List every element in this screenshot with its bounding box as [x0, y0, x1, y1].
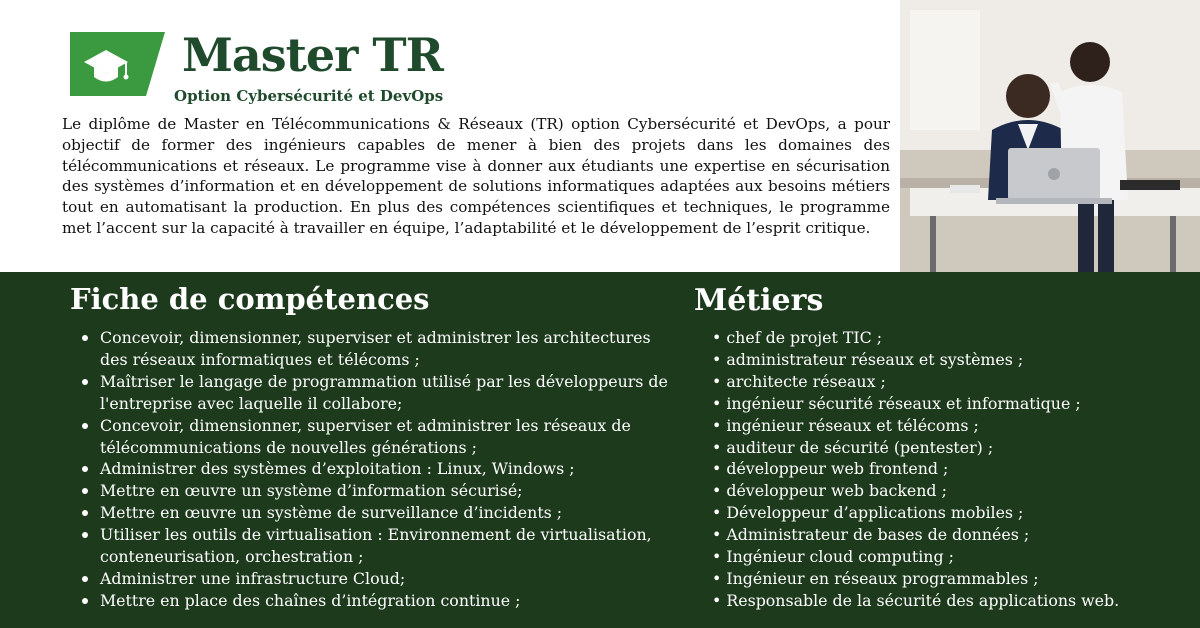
jobs-heading: Métiers: [694, 283, 824, 318]
students-laptop-photo: [900, 0, 1200, 272]
list-item: • architecte réseaux ;: [712, 371, 886, 391]
skills-heading: Fiche de compétences: [70, 282, 430, 316]
list-item: • chef de projet TIC ;: [712, 328, 883, 347]
list-item: • développeur web backend ;: [712, 481, 947, 501]
list-item: Administrer une infrastructure Cloud;: [100, 568, 675, 590]
list-item: • auditeur de sécurité (pentester) ;: [712, 437, 994, 457]
list-item: Mettre en place des chaînes d’intégration continue ;: [100, 590, 675, 612]
list-item: • Développeur d’applications mobiles ;: [712, 503, 1024, 523]
list-item: Utiliser les outils de virtualisation : Environnement de virtualisation, conteneurisation, orchestration ;: [100, 524, 675, 568]
page-subtitle: Option Cybersécurité et DevOps: [174, 87, 444, 105]
list-item: • administrateur réseaux et systèmes ;: [712, 349, 1024, 369]
list-item: Concevoir, dimensionner, superviser et administrer les réseaux de télécommunications de nouvelles générations ;: [100, 415, 675, 459]
list-item: Mettre en œuvre un système d’information sécurisé;: [100, 480, 675, 502]
graduation-cap-icon: [68, 32, 166, 96]
list-item: • développeur web frontend ;: [712, 459, 949, 479]
page-title: Master TR: [182, 28, 443, 82]
jobs-list: [712, 327, 1192, 612]
list-item: • Administrateur de bases de données ;: [712, 525, 1030, 545]
list-item: Concevoir, dimensionner, superviser et administrer les architectures des réseaux informatiques et télécoms ;: [100, 327, 675, 371]
list-item: Administrer des systèmes d’exploitation : Linux, Windows ;: [100, 458, 675, 480]
header-section: [0, 0, 1200, 272]
list-item: • Responsable de la sécurité des applications web.: [712, 590, 1120, 610]
list-item: Mettre en œuvre un système de surveillance d’incidents ;: [100, 502, 675, 524]
list-item: • ingénieur réseaux et télécoms ;: [712, 415, 979, 435]
list-item: • Ingénieur cloud computing ;: [712, 547, 954, 567]
list-item: • ingénieur sécurité réseaux et informatique ;: [712, 393, 1081, 413]
details-panel: [0, 272, 1200, 628]
skills-list: [100, 327, 675, 612]
program-description: Le diplôme de Master en Télécommunications & Réseaux (TR) option Cybersécurité et DevOps, a pour objectif de former des ingénieurs capables de mener à bien des projets dans les domaines des télécommunications et réseaux. Le programme vise à donner aux étudiants une expertise en sécurisation des systèmes d’information et en développement de solutions informatiques adaptées aux besoins métiers tout en automatisant la production. En plus des compétences scientifiques et techniques, le programme met l’accent sur la capacité à travailler en équipe, l’adaptabilité et le développement de l’esprit critique.: [62, 115, 890, 237]
list-item: Maîtriser le langage de programmation utilisé par les développeurs de l'entreprise avec laquelle il collabore;: [100, 371, 675, 415]
list-item: • Ingénieur en réseaux programmables ;: [712, 568, 1039, 588]
